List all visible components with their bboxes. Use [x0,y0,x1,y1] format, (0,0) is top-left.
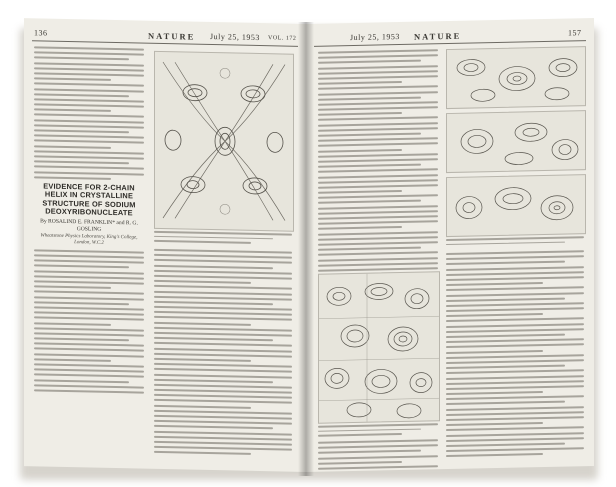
contour-map-lower [446,174,586,237]
article-title: EVIDENCE FOR 2-CHAIN HELIX IN CRYSTALLINE STRUCTURE OF SODIUM DEOXYRIBONUCLEATE [42,181,136,218]
left-page-number: 136 [34,28,48,38]
patterson-map-plot [319,272,439,423]
contour-map-upper [446,46,586,109]
contour-map-upper-plot [447,47,585,108]
right-date: July 25, 1953 [350,32,400,43]
helix-diffraction-figure [154,51,294,232]
contour-figure-caption [446,236,584,248]
right-column-1 [318,49,438,290]
right-column-2 [446,250,584,460]
patterson-map-figure [318,271,440,424]
left-journal-title: NATURE [148,30,196,42]
contour-map-middle [446,110,586,173]
left-date: July 25, 1953 [210,31,260,43]
right-column-1-tail [318,439,438,472]
right-journal-title: NATURE [414,30,462,42]
left-column-2 [154,249,292,459]
left-page [24,18,306,472]
left-volume: VOL. 172 [268,35,297,42]
right-page [306,18,594,472]
helix-diffraction-plot [155,52,293,231]
helix-figure-caption [154,231,292,248]
contour-map-middle-plot [447,111,585,172]
spine-gutter [298,22,314,476]
article-authors: By ROSALIND E. FRANKLIN* and R. G. GOSLING [40,218,138,233]
patterson-figure-caption [318,423,438,440]
article-affiliation: Wheatstone Physics Laboratory, King's College, London, W.C.2 [40,233,138,246]
right-page-number: 157 [568,28,582,38]
contour-map-lower-plot [447,175,585,236]
left-column-1 [34,46,144,396]
